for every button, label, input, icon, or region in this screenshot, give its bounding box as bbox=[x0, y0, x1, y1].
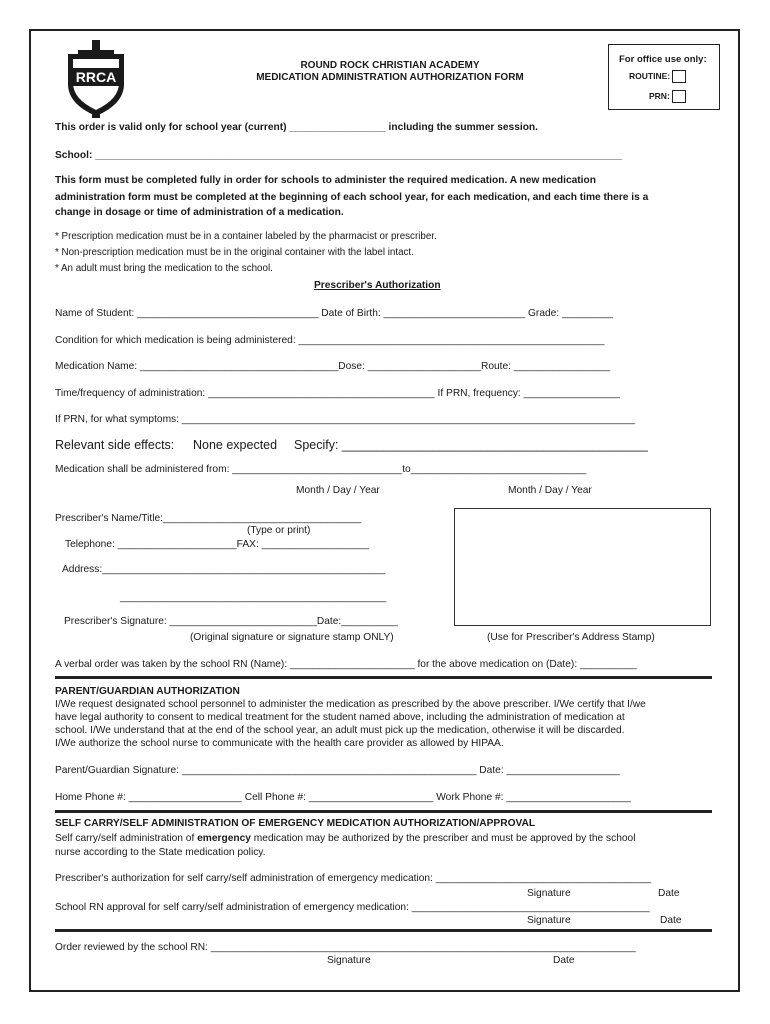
parent-text-line-4: I/We authorize the school nurse to communicate with the health care provider as allowed by HIPAA. bbox=[55, 738, 504, 749]
signature-caption: Signature bbox=[527, 915, 571, 926]
school-name: ROUND ROCK CHRISTIAN ACADEMY bbox=[300, 60, 480, 71]
prescriber-name-line[interactable]: Prescriber's Name/Title:___________________________________ bbox=[55, 513, 362, 524]
section-divider bbox=[55, 929, 712, 932]
symptoms-line[interactable]: If PRN, for what symptoms: ________________________________________________________________________________ bbox=[55, 414, 636, 425]
self-carry-text-line-1: Self carry/self administration of emergency medication may be authorized by the prescriber and must be approved by the school bbox=[55, 833, 636, 844]
instructions-line-1: This form must be completed fully in order for schools to administer the required medication. A new medication bbox=[55, 175, 596, 186]
office-use-box bbox=[608, 44, 720, 110]
parent-signature-line[interactable]: Parent/Guardian Signature: ____________________________________________________ Date: ____________________ bbox=[55, 765, 620, 776]
date-caption: Date bbox=[553, 955, 575, 966]
administration-dates-line[interactable]: Medication shall be administered from: ______________________________to_______________________________ bbox=[55, 464, 587, 475]
telephone-fax-line[interactable]: Telephone: _____________________FAX: ___________________ bbox=[65, 539, 370, 550]
start-date-caption: Month / Day / Year bbox=[296, 485, 380, 496]
bullet-adult: * An adult must bring the medication to the school. bbox=[55, 263, 273, 274]
prescriber-signature-line[interactable]: Prescriber's Signature: __________________________Date:__________ bbox=[64, 616, 398, 627]
none-expected-option[interactable]: None expected bbox=[193, 438, 278, 452]
school-year-line[interactable]: This order is valid only for school year (current) _________________ including the summer session. bbox=[55, 122, 538, 133]
instructions-line-3: change in dosage or time of administration of a medication. bbox=[55, 207, 344, 218]
routine-label: ROUTINE: bbox=[629, 70, 686, 83]
phone-numbers-line[interactable]: Home Phone #: ____________________ Cell Phone #: ______________________ Work Phone #: ______________________ bbox=[55, 792, 631, 803]
type-or-print-caption: (Type or print) bbox=[247, 525, 311, 536]
original-signature-caption: (Original signature or signature stamp ONLY) bbox=[190, 632, 394, 643]
verbal-order-line[interactable]: A verbal order was taken by the school RN (Name): ______________________ for the above medication on (Date): __________ bbox=[55, 659, 637, 670]
specify-side-effects-field[interactable]: Specify: ____________________________________________ bbox=[294, 438, 648, 452]
bullet-prescription: * Prescription medication must be in a container labeled by the pharmacist or prescriber. bbox=[55, 231, 437, 242]
self-carry-heading: SELF CARRY/SELF ADMINISTRATION OF EMERGENCY MEDICATION AUTHORIZATION/APPROVAL bbox=[55, 818, 536, 829]
date-caption: Date bbox=[660, 915, 682, 926]
prescriber-self-carry-line[interactable]: Prescriber's authorization for self carry/self administration of emergency medication: ______________________________________ bbox=[55, 873, 652, 884]
form-title: MEDICATION ADMINISTRATION AUTHORIZATION FORM bbox=[256, 72, 524, 83]
student-info-line[interactable]: Name of Student: ________________________________ Date of Birth: _________________________ Grade: _________ bbox=[55, 308, 613, 319]
medication-line[interactable]: Medication Name: ___________________________________Dose: ____________________Route: _________________ bbox=[55, 361, 611, 372]
bullet-non-prescription: * Non-prescription medication must be in the original container with the label intact. bbox=[55, 247, 414, 258]
address-line-2[interactable]: _______________________________________________ bbox=[120, 592, 387, 603]
side-effects-label: Relevant side effects: bbox=[55, 438, 175, 452]
routine-checkbox[interactable] bbox=[672, 70, 686, 83]
prescriber-heading: Prescriber's Authorization bbox=[314, 280, 441, 291]
rn-approval-line[interactable]: School RN approval for self carry/self administration of emergency medication: __________________________________________ bbox=[55, 902, 650, 913]
address-line-1[interactable]: Address:__________________________________________________ bbox=[62, 564, 386, 575]
instructions-line-2: administration form must be completed at the beginning of each school year, for each medication, and each time there is a bbox=[55, 192, 649, 203]
address-stamp-box[interactable] bbox=[454, 508, 711, 626]
signature-caption: Signature bbox=[527, 888, 571, 899]
frequency-line[interactable]: Time/frequency of administration: ________________________________________ If PRN, frequency: _________________ bbox=[55, 388, 620, 399]
rn-review-line[interactable]: Order reviewed by the school RN: ___________________________________________________________________________ bbox=[55, 942, 636, 953]
self-carry-text-line-2: nurse according to the State medication policy. bbox=[55, 847, 266, 858]
prn-label: PRN: bbox=[649, 90, 686, 103]
prn-checkbox[interactable] bbox=[672, 90, 686, 103]
parent-heading: PARENT/GUARDIAN AUTHORIZATION bbox=[55, 686, 240, 697]
school-logo-shield-icon bbox=[64, 40, 128, 120]
condition-line[interactable]: Condition for which medication is being administered: ______________________________________________________ bbox=[55, 335, 605, 346]
svg-text:RRCA: RRCA bbox=[75, 69, 117, 85]
parent-text-line-3: school. I/We understand that at the end of the school year, an adult must pick up the medication, otherwise it will be discarded. bbox=[55, 725, 625, 736]
school-line[interactable]: School: _____________________________________________________________________________________________ bbox=[55, 150, 623, 161]
signature-caption: Signature bbox=[327, 955, 371, 966]
parent-text-line-1: I/We request designated school personnel to administer the medication as prescribed by the above prescriber. I/We certify that I/we bbox=[55, 699, 646, 710]
date-caption: Date bbox=[658, 888, 680, 899]
office-use-label: For office use only: bbox=[619, 54, 707, 65]
parent-text-line-2: have legal authority to consent to medical treatment for the student named above, including the administration of medication at bbox=[55, 712, 625, 723]
section-divider bbox=[55, 810, 712, 813]
stamp-caption: (Use for Prescriber's Address Stamp) bbox=[487, 632, 655, 643]
section-divider bbox=[55, 676, 712, 679]
end-date-caption: Month / Day / Year bbox=[508, 485, 592, 496]
